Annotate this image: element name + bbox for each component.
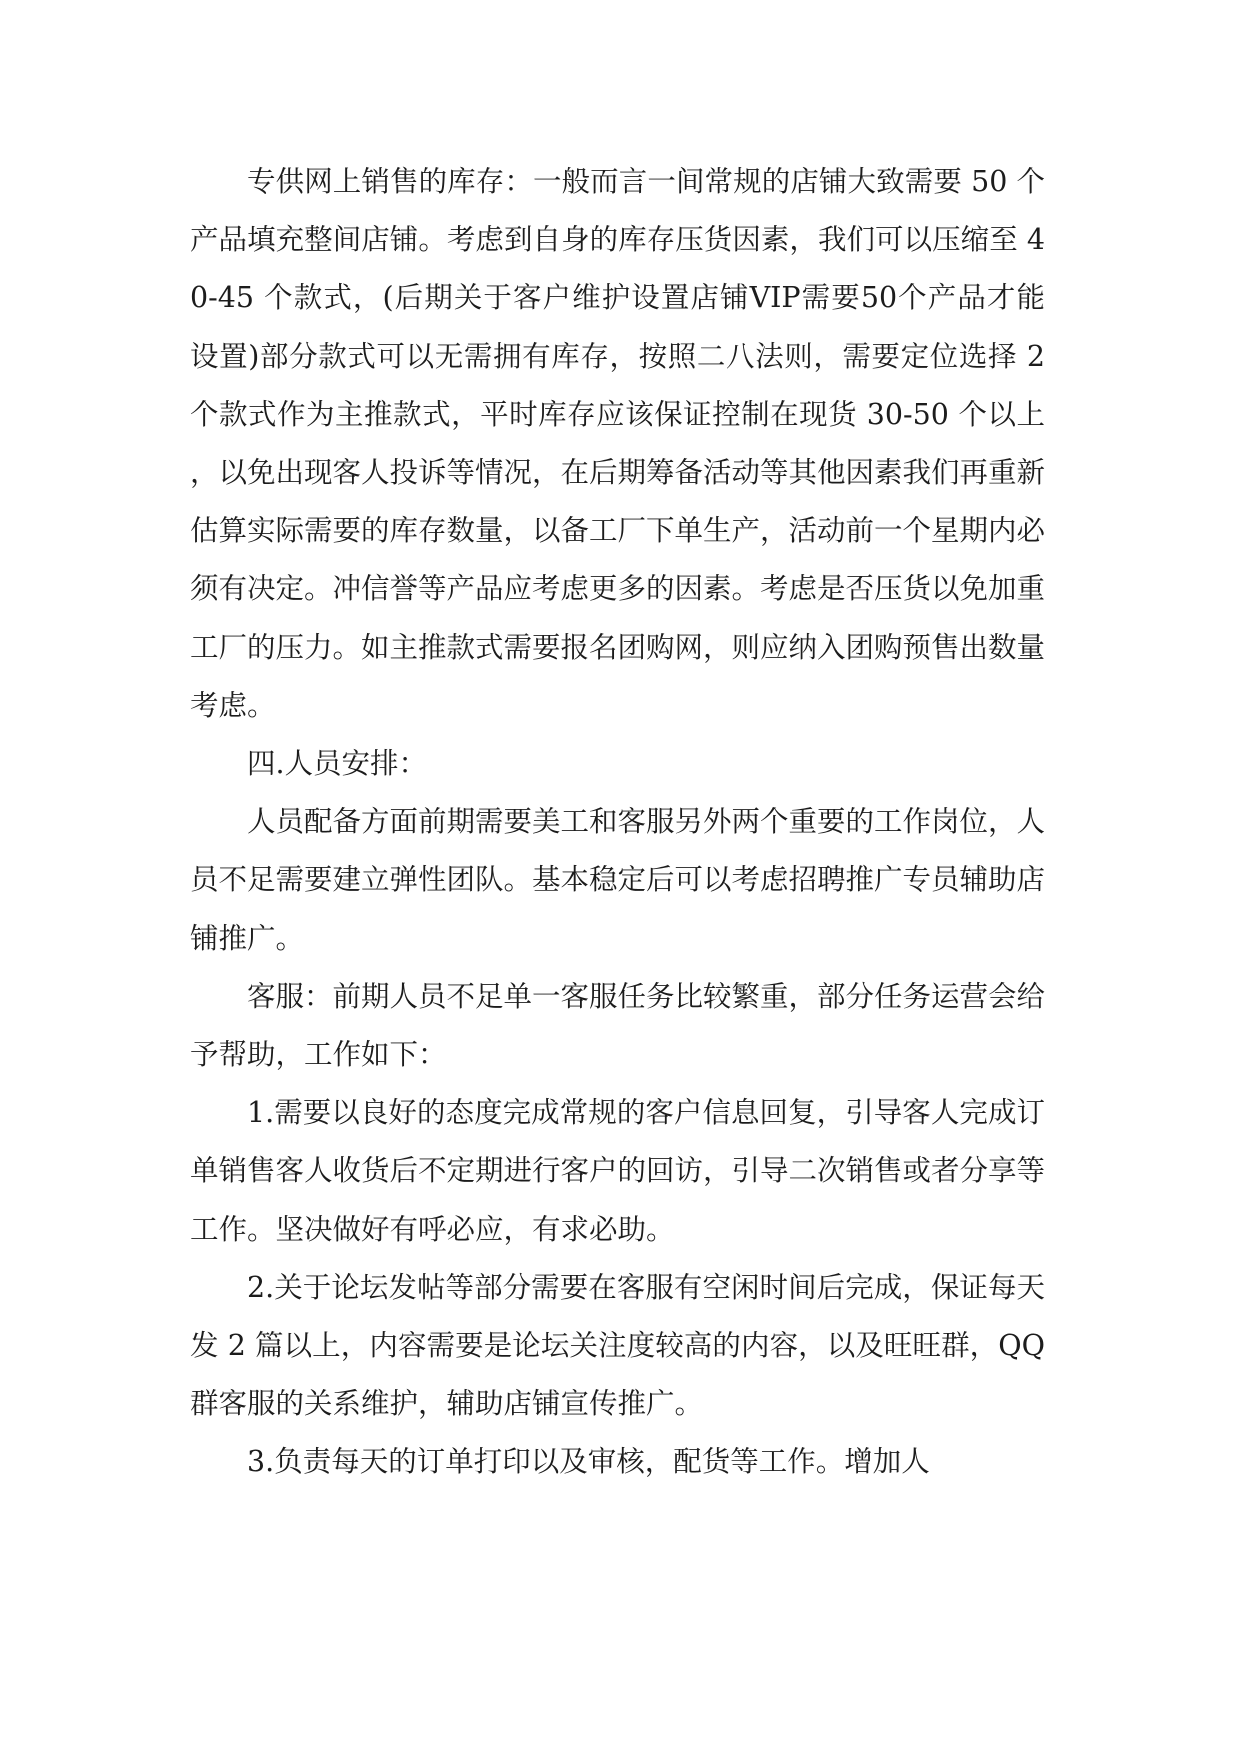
list-item-1: 1.需要以良好的态度完成常规的客户信息回复，引导客人完成订单销售客人收货后不定期进行客户的回访，引导二次销售或者分享等工作。坚决做好有呼必应，有求必助。	[190, 1096, 1046, 1246]
document-body	[190, 153, 1045, 1492]
paragraph-customer-service: 客服：前期人员不足单一客服任务比较繁重，部分任务运营会给予帮助，工作如下：	[190, 979, 1046, 1072]
paragraph-inventory: 专供网上销售的库存：一般而言一间常规的店铺大致需要 50 个产品填充整间店铺。考虑到自身的库存压货因素，我们可以压缩至 40-45 个款式，(后期关于客户维护设置店铺VIP需要50个产品才能设置)部分款式可以无需拥有库存，按照二八法则，需要定位选择 2 个款式作为主推款式，平时库存应该保证控制在现货 30-50 个以上，以免出现客人投诉等情况，在后期筹备活动等其他因素我们再重新估算实际需要的库存数量，以备工厂下单生产，活动前一个星期内必须有决定。冲信誉等产品应考虑更多的因素。考虑是否压货以免加重工厂的压力。如主推款式需要报名团购网，则应纳入团购预售出数量考虑。	[190, 165, 1046, 722]
section-heading-staffing: 四.人员安排：	[247, 747, 428, 781]
list-item-2: 2.关于论坛发帖等部分需要在客服有空闲时间后完成，保证每天发 2 篇以上，内容需要是论坛关注度较高的内容，以及旺旺群，QQ 群客服的关系维护，辅助店铺宣传推广。	[190, 1270, 1045, 1421]
paragraph-staffing: 人员配备方面前期需要美工和客服另外两个重要的工作岗位，人员不足需要建立弹性团队。基本稳定后可以考虑招聘推广专员辅助店铺推广。	[190, 805, 1046, 955]
list-item-3: 3.负责每天的订单打印以及审核，配货等工作。增加人	[247, 1445, 930, 1479]
